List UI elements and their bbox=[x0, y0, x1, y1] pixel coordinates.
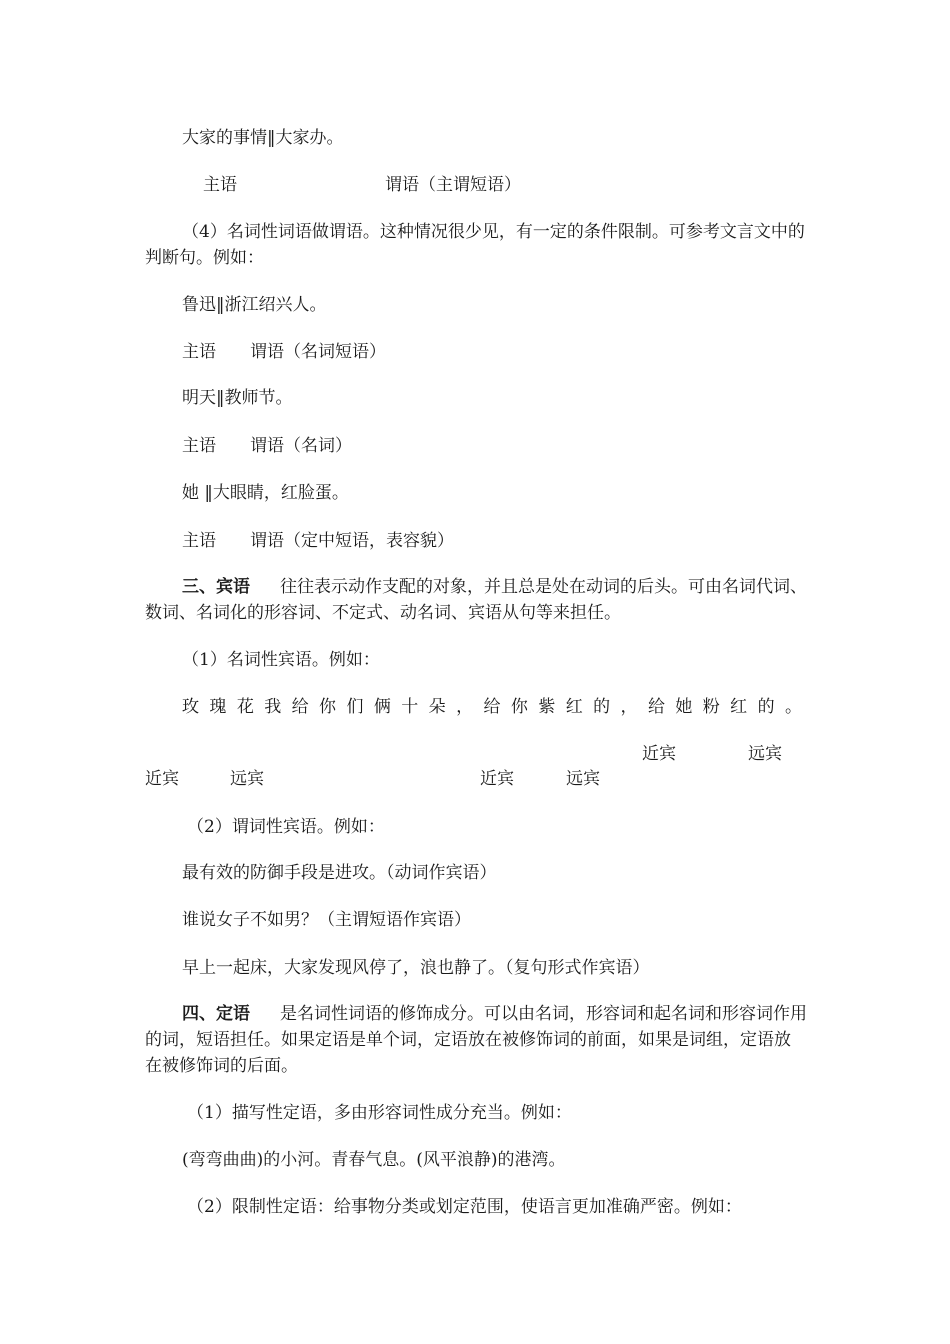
label-far-object: 远宾 bbox=[230, 769, 264, 789]
label-near-object: 近宾 bbox=[480, 769, 514, 789]
subsection-nominal-object: （1）名词性宾语。例如： bbox=[182, 650, 380, 670]
section-attribute-heading: 四、定语 bbox=[182, 1004, 250, 1024]
example-sentence: 她 ‖大眼睛，红脸蛋。 bbox=[182, 483, 349, 503]
label-subject: 主语 bbox=[182, 436, 216, 456]
example-sentence: 鲁迅‖浙江绍兴人。 bbox=[182, 295, 327, 315]
example-sentence: 谁说女子不如男？（主谓短语作宾语） bbox=[182, 910, 471, 930]
section-object bbox=[145, 574, 807, 626]
section-attribute-body: 是名词性词语的修饰成分。可以由名词，形容词和起名词和形容词作用的词，短语担任。如果定语是单个词，定语放在被修饰词的前面，如果是词组，定语放在被修饰词的后面。 bbox=[145, 1004, 807, 1076]
label-subject: 主语 bbox=[182, 342, 216, 362]
section-attribute bbox=[145, 1001, 807, 1079]
subsection-verbal-object: （2）谓词性宾语。例如： bbox=[187, 817, 385, 837]
example-sentence: (弯弯曲曲)的小河。青春气息。(风平浪静)的港湾。 bbox=[182, 1150, 566, 1170]
label-far-object: 远宾 bbox=[748, 744, 782, 764]
example-sentence: 早上一起床，大家发现风停了，浪也静了。（复句形式作宾语） bbox=[182, 958, 650, 978]
label-far-object: 远宾 bbox=[566, 769, 600, 789]
subsection-descriptive-attribute: （1）描写性定语，多由形容词性成分充当。例如： bbox=[187, 1103, 572, 1123]
example-sentence: 最有效的防御手段是进攻。（动词作宾语） bbox=[182, 863, 497, 883]
example-sentence: 明天‖教师节。 bbox=[182, 388, 293, 408]
section-object-heading: 三、宾语 bbox=[182, 577, 250, 597]
example-sentence: 玫瑰花我给你们俩十朵，给你紫红的，给她粉红的。 bbox=[182, 697, 802, 717]
label-predicate: 谓语（定中短语，表容貌） bbox=[250, 531, 454, 551]
example-sentence: 大家的事情‖大家办。 bbox=[182, 128, 344, 148]
label-near-object: 近宾 bbox=[642, 744, 676, 764]
label-near-object: 近宾 bbox=[145, 769, 179, 789]
label-predicate: 谓语（名词） bbox=[250, 436, 352, 456]
section-object-body: 往往表示动作支配的对象，并且总是处在动词的后头。可由名词代词、数词、名词化的形容词、不定式、动名词、宾语从句等来担任。 bbox=[145, 577, 807, 623]
label-subject: 主语 bbox=[182, 531, 216, 551]
label-predicate: 谓语（主谓短语） bbox=[385, 175, 521, 195]
subsection-restrictive-attribute: （2）限制性定语：给事物分类或划定范围，使语言更加准确严密。例如： bbox=[187, 1197, 742, 1217]
label-subject: 主语 bbox=[203, 175, 237, 195]
paragraph-nominal-predicate: （4）名词性词语做谓语。这种情况很少见，有一定的条件限制。可参考文言文中的判断句。例如： bbox=[145, 222, 805, 268]
label-predicate: 谓语（名词短语） bbox=[250, 342, 386, 362]
